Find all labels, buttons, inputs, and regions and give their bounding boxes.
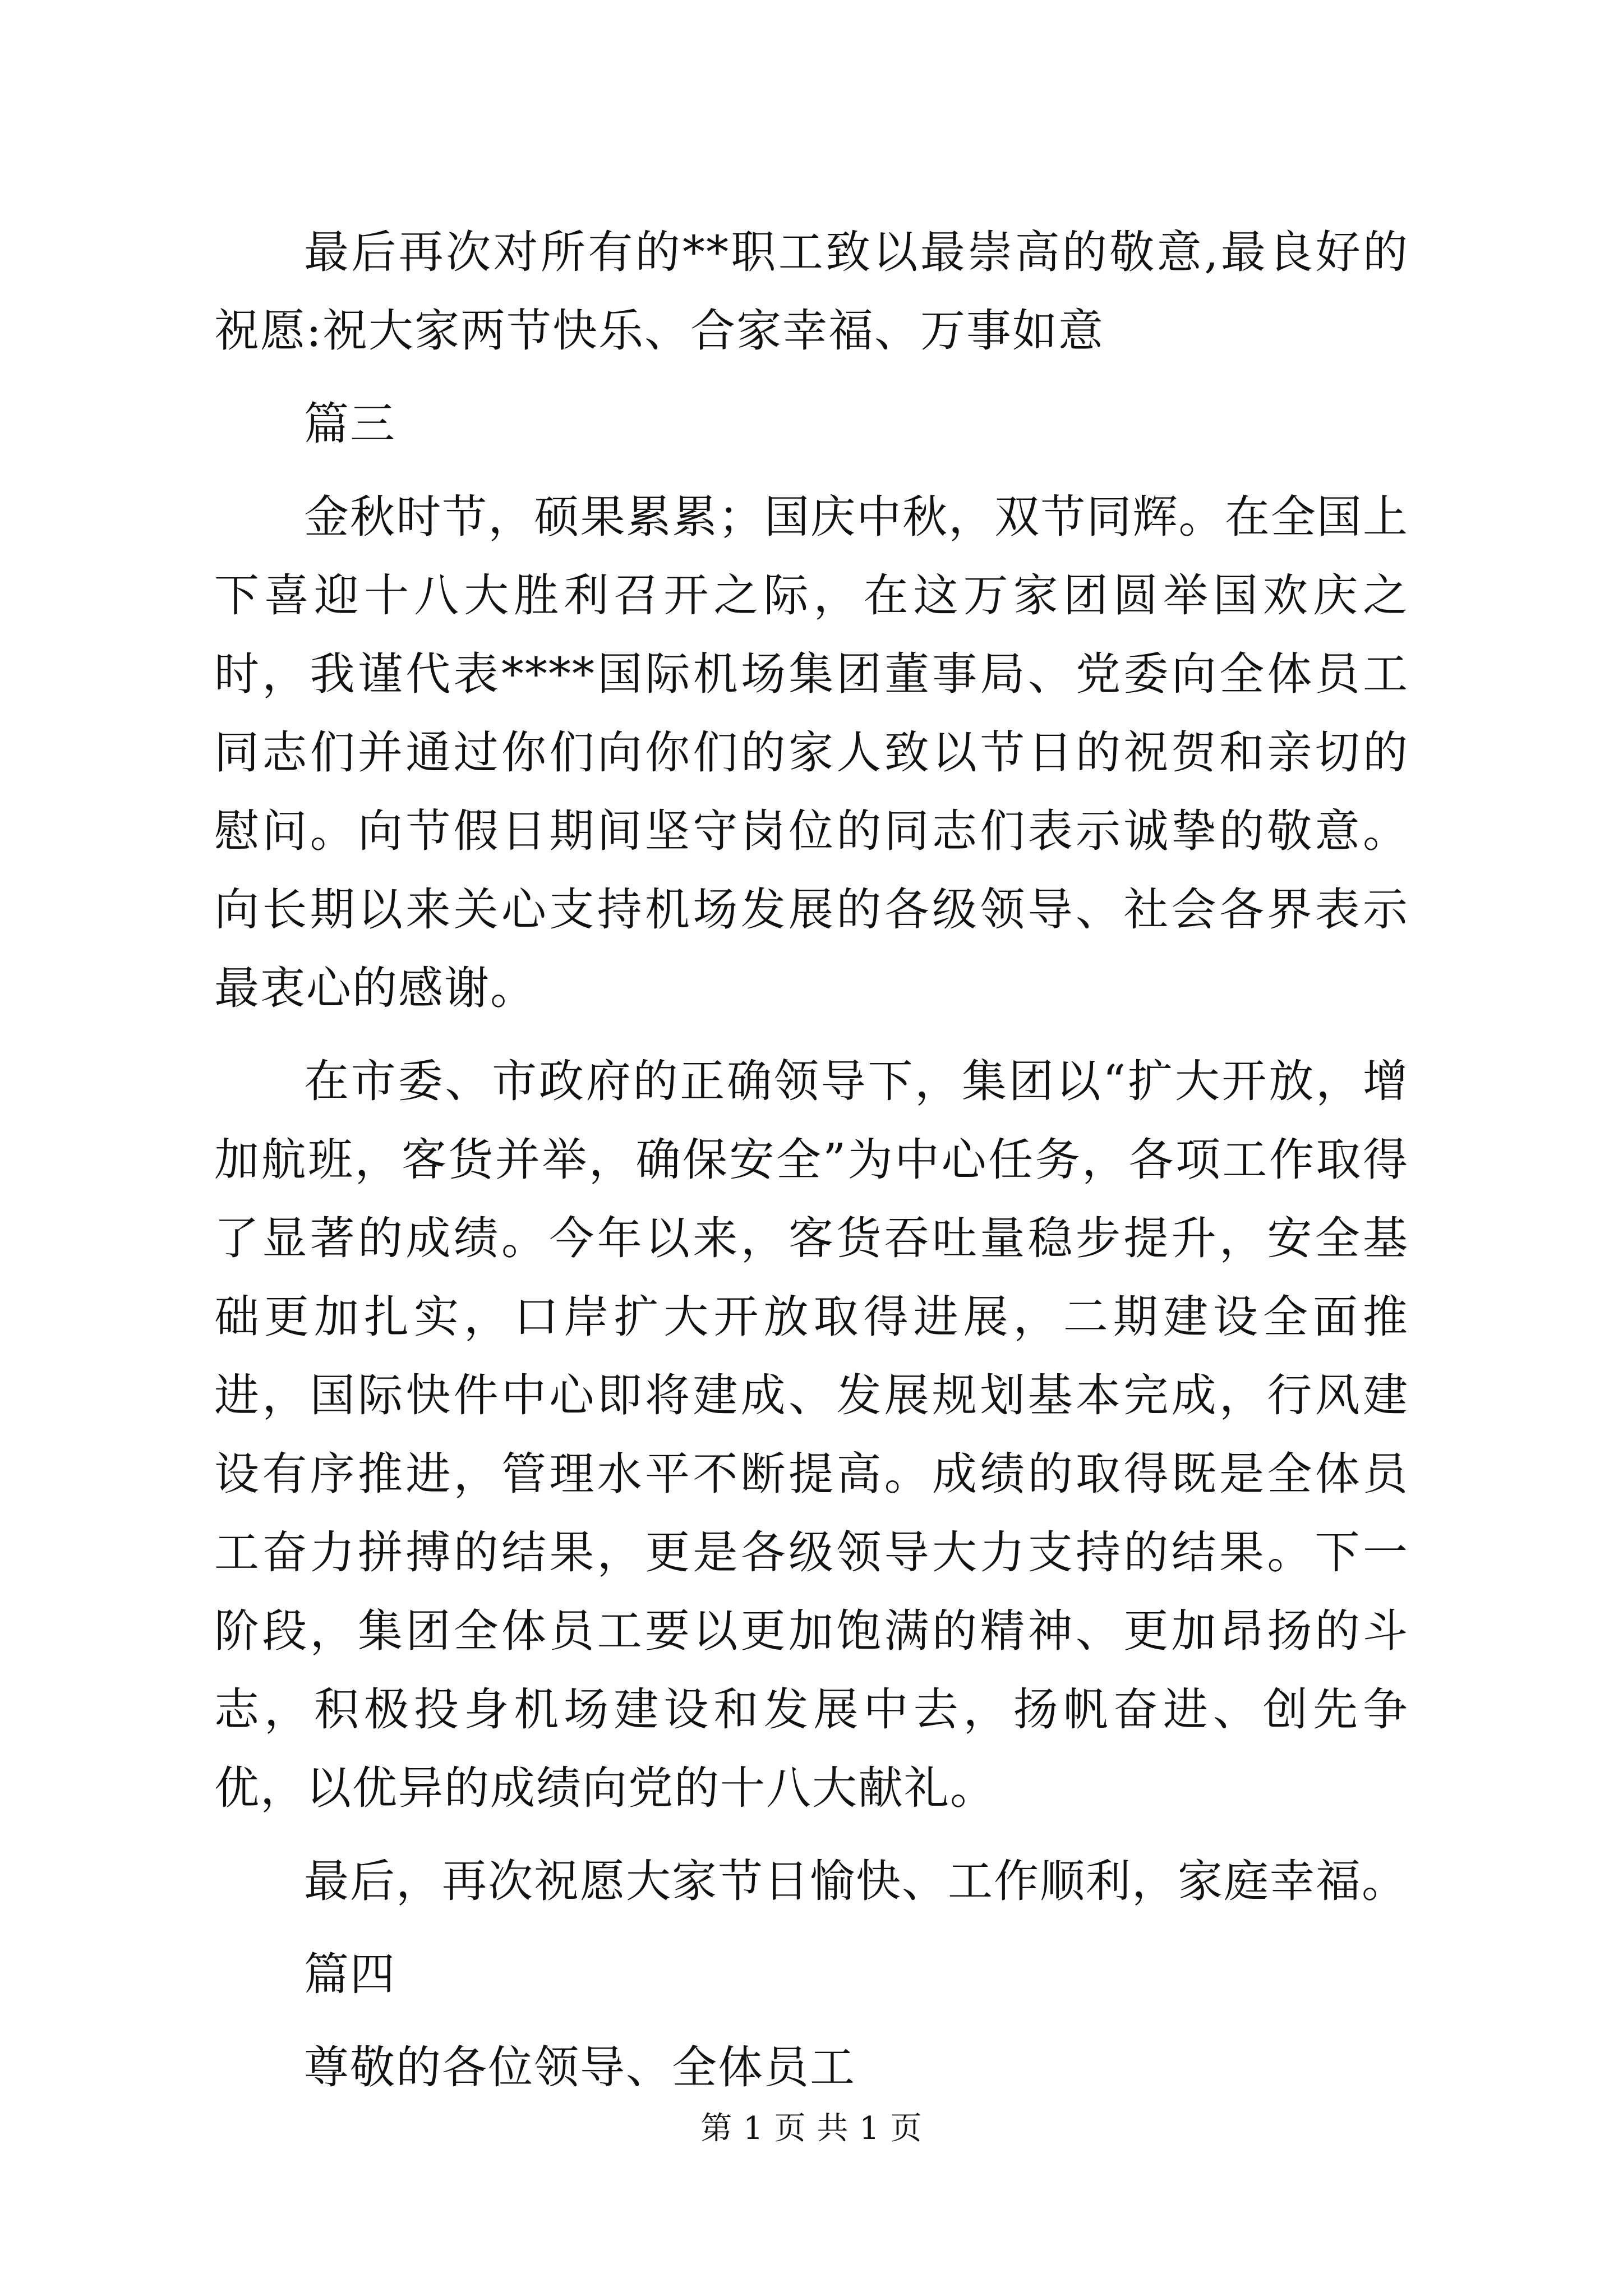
document-body	[214, 213, 1409, 2107]
paragraph-festival-greeting: 金秋时节，硕果累累；国庆中秋，双节同辉。在全国上下喜迎十八大胜利召开之际，在这万家团圆举国欢庆之时，我谨代表****国际机场集团董事局、党委向全体员工同志们并通过你们向你们的家人致以节日的祝贺和亲切的慰问。向节假日期间坚守岗位的同志们表示诚挚的敬意。向长期以来关心支持机场发展的各级领导、社会各界表示最衷心的感谢。	[214, 491, 1409, 1014]
section-heading-part-four: 篇四	[304, 1948, 396, 2000]
paragraph-salutation: 尊敬的各位领导、全体员工	[304, 2041, 856, 2093]
page-number-footer: 第 1 页 共 1 页	[700, 2110, 923, 2147]
paragraph-achievements: 在市委、市政府的正确领导下，集团以“扩大开放，增加航班，客货并举，确保安全”为中心任务，各项工作取得了显著的成绩。今年以来，客货吞吐量稳步提升，安全基础更加扎实，口岸扩大开放取得进展，二期建设全面推进，国际快件中心即将建成、发展规划基本完成，行风建设有序推进，管理水平不断提高。成绩的取得既是全体员工奋力拼搏的结果，更是各级领导大力支持的结果。下一阶段，集团全体员工要以更加饱满的精神、更加昂扬的斗志，积极投身机场建设和发展中去，扬帆奋进、创先争优，以优异的成绩向党的十八大献礼。	[214, 1055, 1409, 1814]
paragraph-closing-wishes-1: 最后再次对所有的**职工致以最崇高的敬意,最良好的祝愿:祝大家两节快乐、合家幸福、万事如意	[214, 226, 1409, 357]
section-heading-part-three: 篇三	[304, 398, 396, 450]
paragraph-closing-wishes-2: 最后，再次祝愿大家节日愉快、工作顺利，家庭幸福。	[304, 1855, 1408, 1907]
